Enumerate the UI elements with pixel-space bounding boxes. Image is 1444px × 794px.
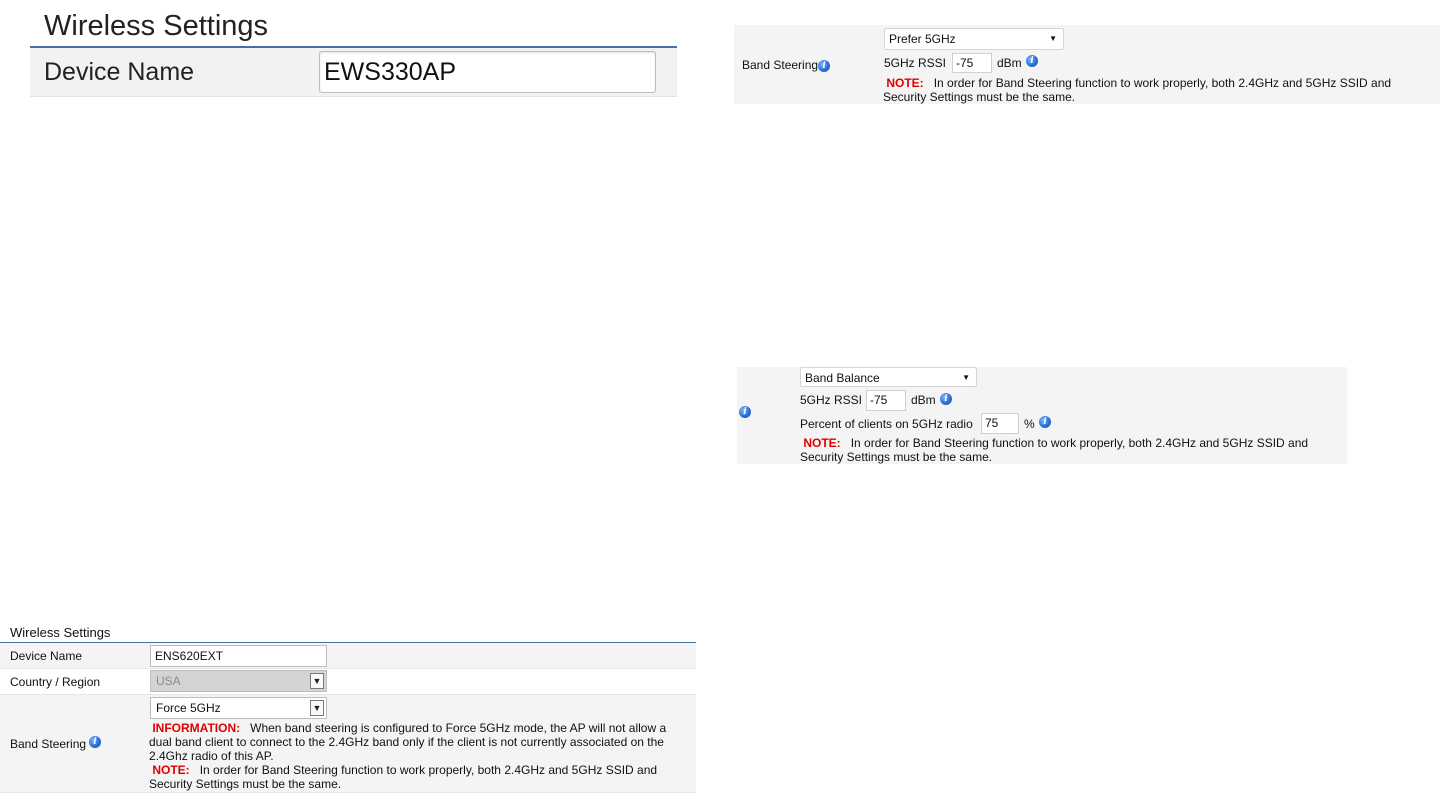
country-region-value: USA — [156, 674, 181, 688]
chevron-down-icon[interactable]: ▼ — [310, 700, 324, 716]
band-steering-label — [742, 58, 830, 72]
rssi-label: 5GHz RSSI — [884, 56, 947, 70]
rssi-unit: dBm — [911, 393, 936, 407]
device-name-input[interactable]: ENS620EXT — [150, 645, 327, 667]
band-balance-note — [800, 436, 1340, 464]
country-region-select — [150, 670, 327, 692]
rssi-input[interactable]: -75 — [952, 53, 992, 73]
information-text: When band steering is configured to Force 5GHz mode, the AP will not allow a dual band client to connect to the 2.4GHz band only if the client is not currently associated on the 2.4Ghz radio of this AP. — [149, 721, 667, 763]
dropdown-arrow-icon: ▼ — [1049, 34, 1057, 43]
info-icon[interactable]: i — [739, 406, 751, 418]
note-label: NOTE: — [803, 436, 841, 450]
percent-unit: % — [1024, 417, 1035, 431]
band-steering-mode-select[interactable] — [150, 697, 327, 719]
note-text: In order for Band Steering function to work properly, both 2.4GHz and 5GHz SSID and Security Settings must be the same. — [800, 436, 1309, 464]
note-text: In order for Band Steering function to work properly, both 2.4GHz and 5GHz SSID and Security Settings must be the same. — [883, 76, 1392, 104]
band-steering-mode-select[interactable] — [884, 28, 1064, 50]
info-icon[interactable]: i — [1026, 55, 1038, 67]
info-icon[interactable]: i — [818, 60, 830, 72]
rssi-input[interactable]: -75 — [866, 390, 906, 411]
band-steering-mode-value: Force 5GHz — [156, 701, 221, 715]
percent-clients-label: Percent of clients on 5GHz radio — [800, 417, 973, 431]
chevron-down-icon: ▼ — [310, 673, 324, 689]
device-name-label: Device Name — [44, 58, 195, 86]
band-steering-label: Band Steering — [10, 737, 87, 751]
note-text: In order for Band Steering function to work properly, both 2.4GHz and 5GHz SSID and Security Settings must be the same. — [149, 763, 658, 791]
band-balance-mode-select[interactable] — [800, 367, 977, 387]
info-icon[interactable]: i — [940, 393, 952, 405]
band-steering-note — [883, 76, 1428, 104]
device-name-input[interactable]: EWS330AP — [319, 51, 656, 93]
band-steering-note — [149, 763, 689, 791]
info-icon[interactable]: i — [1039, 416, 1051, 428]
band-steering-mode-value: Prefer 5GHz — [889, 32, 956, 46]
wireless-settings-title: Wireless Settings — [10, 625, 111, 640]
device-name-row — [0, 643, 696, 669]
information-label: INFORMATION: — [152, 721, 241, 735]
note-label: NOTE: — [886, 76, 924, 90]
percent-clients-input[interactable]: 75 — [981, 413, 1019, 434]
force-5ghz-information — [149, 721, 689, 763]
dropdown-arrow-icon: ▼ — [962, 373, 970, 382]
rssi-unit: dBm — [997, 56, 1022, 70]
device-name-label: Device Name — [10, 649, 83, 663]
note-label: NOTE: — [152, 763, 190, 777]
band-balance-mode-value: Band Balance — [805, 371, 880, 385]
country-region-label: Country / Region — [10, 675, 101, 689]
country-region-row — [0, 669, 696, 695]
rssi-label: 5GHz RSSI — [800, 393, 863, 407]
band-steering-label-text: Band Steering — [742, 58, 819, 72]
wireless-settings-title-large: Wireless Settings — [44, 10, 269, 42]
info-icon[interactable]: i — [89, 736, 101, 748]
